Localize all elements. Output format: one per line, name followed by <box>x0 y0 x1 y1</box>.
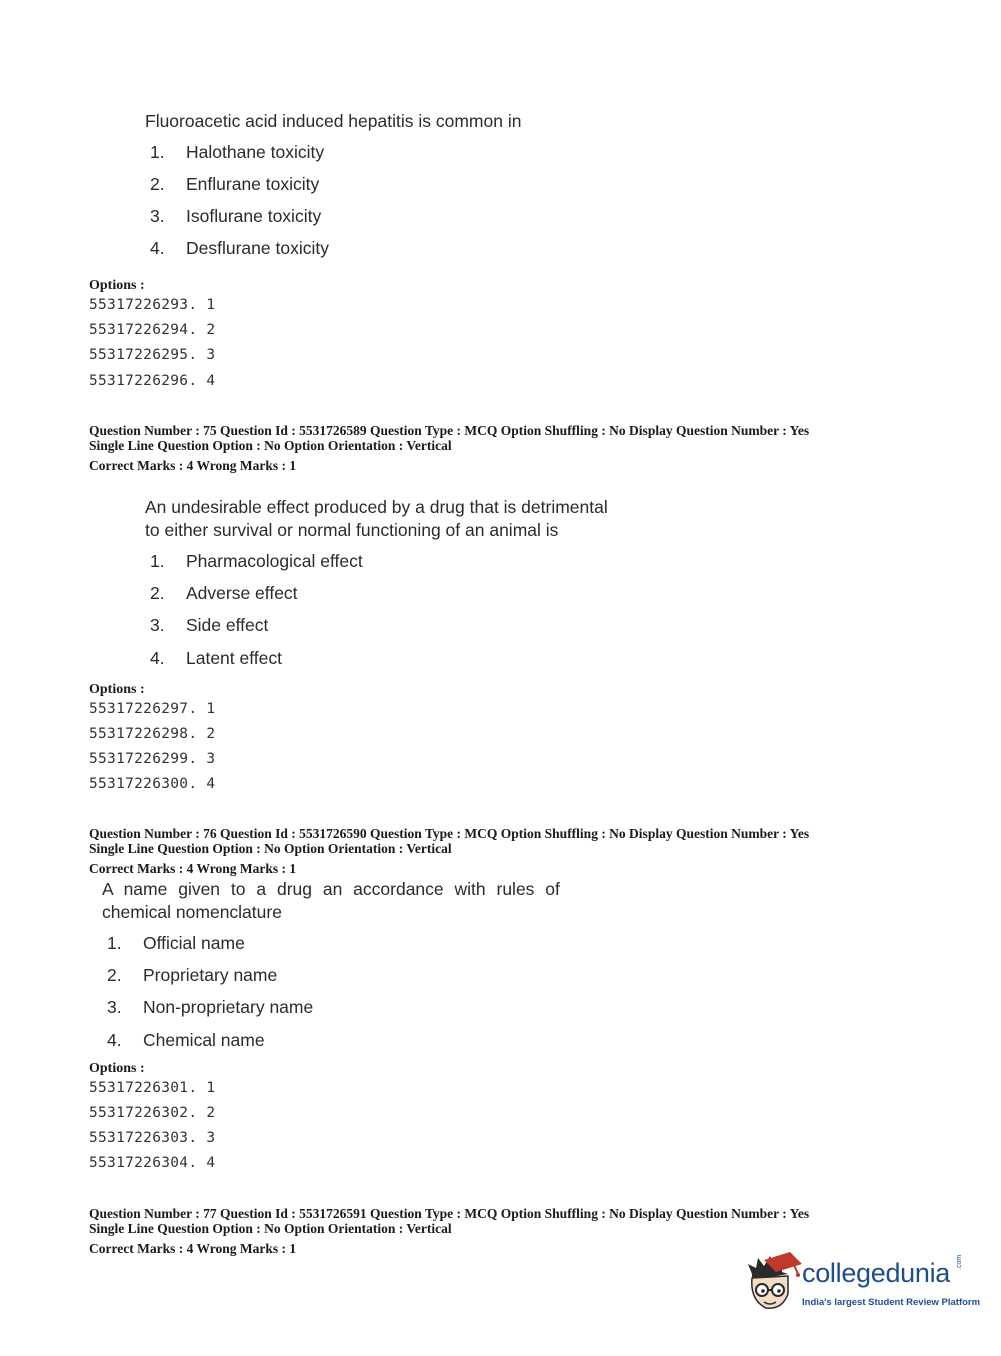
option-id: 55317226303. 3 <box>89 1130 216 1146</box>
choice-text: Halothane toxicity <box>186 142 325 162</box>
question-text-line-2: chemical nomenclature <box>102 902 282 922</box>
choice-text: Official name <box>143 933 245 953</box>
choice-text: Side effect <box>186 615 269 635</box>
question-text-line-1: An undesirable effect produced by a drug that is detrimental <box>145 497 608 517</box>
question-text-line-1: A name given to a drug an accordance with rules of <box>102 879 560 899</box>
option-id: 55317226299. 3 <box>89 751 216 767</box>
choice-text: Adverse effect <box>186 583 298 603</box>
question-meta: Single Line Question Option : No Option Orientation : Vertical <box>89 438 452 453</box>
options-label: Options : <box>89 682 145 697</box>
logo-domain-suffix: .com <box>956 1254 963 1270</box>
choice-number: 1. <box>150 551 165 571</box>
choice-number: 2. <box>150 583 165 603</box>
option-id: 55317226297. 1 <box>89 701 216 717</box>
option-id: 55317226295. 3 <box>89 347 216 363</box>
options-label: Options : <box>89 278 145 293</box>
choice-text: Non-proprietary name <box>143 997 314 1017</box>
choice-number: 2. <box>150 174 165 194</box>
question-meta: Question Number : 75 Question Id : 5531726589 Question Type : MCQ Option Shuffling : No Display Question Number : Yes <box>89 423 810 438</box>
choice-text: Proprietary name <box>143 965 278 985</box>
choice-text: Chemical name <box>143 1030 265 1050</box>
choice-text: Latent effect <box>186 648 283 668</box>
logo-tagline: India's largest Student Review Platform <box>802 1297 981 1308</box>
question-text: Fluoroacetic acid induced hepatitis is common in <box>145 111 522 131</box>
question-meta: Question Number : 76 Question Id : 5531726590 Question Type : MCQ Option Shuffling : No Display Question Number : Yes <box>89 826 810 841</box>
option-id: 55317226293. 1 <box>89 297 216 313</box>
option-id: 55317226294. 2 <box>89 322 216 338</box>
options-label: Options : <box>89 1061 145 1076</box>
choice-number: 1. <box>107 933 122 953</box>
choice-number: 2. <box>107 965 122 985</box>
choice-text: Desflurane toxicity <box>186 238 329 258</box>
question-marks: Correct Marks : 4 Wrong Marks : 1 <box>89 458 297 473</box>
choice-number: 4. <box>150 238 165 258</box>
question-meta: Single Line Question Option : No Option Orientation : Vertical <box>89 1221 452 1236</box>
option-id: 55317226296. 4 <box>89 373 216 389</box>
question-marks: Correct Marks : 4 Wrong Marks : 1 <box>89 861 297 876</box>
question-meta: Question Number : 77 Question Id : 5531726591 Question Type : MCQ Option Shuffling : No Display Question Number : Yes <box>89 1206 810 1221</box>
collegedunia-logo[interactable] <box>742 1250 981 1320</box>
student-mascot-icon <box>742 1250 804 1318</box>
question-marks: Correct Marks : 4 Wrong Marks : 1 <box>89 1241 297 1256</box>
choice-number: 3. <box>150 206 165 226</box>
option-id: 55317226302. 2 <box>89 1105 216 1121</box>
choice-text: Isoflurane toxicity <box>186 206 322 226</box>
choice-number: 3. <box>107 997 122 1017</box>
choice-number: 1. <box>150 142 165 162</box>
option-id: 55317226301. 1 <box>89 1080 216 1096</box>
choice-number: 4. <box>107 1030 122 1050</box>
choice-number: 3. <box>150 615 165 635</box>
choice-text: Enflurane toxicity <box>186 174 320 194</box>
option-id: 55317226300. 4 <box>89 776 216 792</box>
choice-text: Pharmacological effect <box>186 551 363 571</box>
question-text-line-2: to either survival or normal functioning of an animal is <box>145 520 559 540</box>
option-id: 55317226304. 4 <box>89 1155 216 1171</box>
choice-number: 4. <box>150 648 165 668</box>
question-meta: Single Line Question Option : No Option Orientation : Vertical <box>89 841 452 856</box>
option-id: 55317226298. 2 <box>89 726 216 742</box>
logo-wordmark: collegedunia <box>802 1258 951 1288</box>
